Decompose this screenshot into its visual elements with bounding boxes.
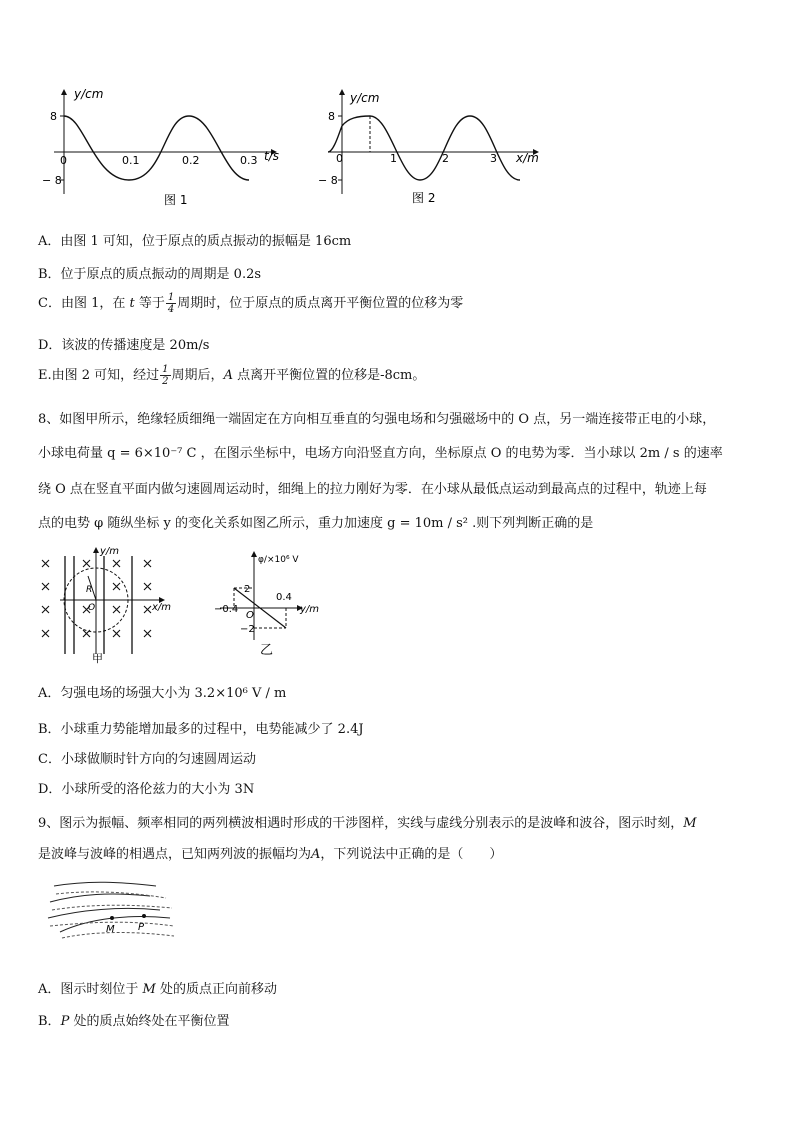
- yi-origin: O: [246, 610, 254, 621]
- fig2-xtick-0: 0: [336, 152, 343, 165]
- point-p: [142, 914, 146, 918]
- q7-c-post: 周期时，位于原点的质点离开平衡位置的位移为零: [177, 296, 464, 311]
- fig1-caption: 图 1: [164, 193, 188, 207]
- q7-e-a: A: [223, 368, 233, 383]
- q7-e-post: 点离开平衡位置的位移是-8cm。: [232, 368, 426, 383]
- q7-option-c: [38, 292, 463, 315]
- q8-stem-line-1: 8、如图甲所示，绝缘轻质细绳一端固定在方向相互垂直的匀强电场和匀强磁场中的 O 点，另一端连接带正电的小球，: [38, 412, 716, 427]
- q7-e-den: 2: [162, 376, 169, 387]
- fig2-wave: [328, 116, 520, 180]
- q7-option-a: A．由图 1 可知，位于原点的质点振动的振幅是 16cm: [38, 234, 352, 249]
- q7-c-fraction: [166, 292, 176, 315]
- fig1-ytick-neg8: − 8: [42, 174, 62, 187]
- q9-a-pre: A．图示时刻位于: [38, 982, 143, 997]
- q9-line2-pre: 是波峰与波峰的相遇点，已知两列波的振幅均为: [38, 847, 312, 862]
- jia-origin: O: [88, 603, 96, 613]
- electric-field-lines: [65, 556, 132, 654]
- q9-a-post: 处的质点正向前移动: [155, 982, 277, 997]
- q8-stem-line-4: 点的电势 φ 随纵坐标 y 的变化关系如图乙所示，重力加速度 g = 10m / s² .则下列判断正确的是: [38, 516, 594, 531]
- figure-interference: [40, 874, 180, 944]
- q7-e-mid: 周期后，: [171, 368, 224, 383]
- q9-line2-post: ，下列说法中正确的是（ ）: [320, 847, 503, 862]
- q8-option-c: C．小球做顺时针方向的匀速圆周运动: [38, 752, 256, 767]
- yi-tick-neg04: −0.4: [214, 604, 239, 615]
- q7-e-fraction: [160, 364, 170, 387]
- yi-tick-neg2: −2: [240, 624, 255, 635]
- q8-stem-line-3: 绕 O 点在竖直平面内做匀速圆周运动时，细绳上的拉力刚好为零．在小球从最低点运动到最高点的过程中，轨迹上每: [38, 482, 707, 497]
- yi-phi-label: φ/×10⁶ V: [258, 555, 299, 565]
- jia-caption: 甲: [92, 652, 103, 665]
- q7-e-num: 1: [162, 364, 169, 375]
- q9-option-b: [38, 1010, 229, 1029]
- q7-c-den: 4: [167, 304, 175, 315]
- yi-tick-2: 2: [244, 584, 251, 595]
- q8-option-a: A．匀强电场的场强大小为 3.2×10⁶ V / m: [38, 686, 287, 701]
- q9-line1-m: M: [683, 816, 697, 831]
- figure-2-graph: [318, 86, 548, 211]
- yi-ylabel: y/m: [300, 604, 320, 615]
- fig1-xtick-0: 0: [60, 154, 67, 167]
- jia-xlabel: x/m: [152, 602, 172, 613]
- q9-line2-a: A: [311, 847, 321, 862]
- q9-stem-line-1: [38, 812, 697, 831]
- fig1-xtick-1: 0.1: [122, 154, 140, 167]
- q9-fig-m: M: [106, 924, 115, 935]
- fig2-caption: 图 2: [412, 191, 436, 205]
- q8-option-b: B．小球重力势能增加最多的过程中，电势能减少了 2.4J: [38, 722, 364, 737]
- fig2-xtick-1: 1: [390, 152, 397, 165]
- q7-e-pre: E.由图 2 可知，经过: [38, 368, 160, 383]
- q7-c-t: t: [129, 296, 135, 311]
- q7-c-pre: C．由图 1，在: [38, 296, 130, 311]
- jia-r-label: R: [86, 585, 93, 595]
- jia-ylabel: y/m: [100, 546, 120, 557]
- fig2-xlabel: x/m: [516, 151, 539, 165]
- fig1-ylabel: y/cm: [74, 87, 104, 101]
- fig1-ytick-8: 8: [50, 110, 57, 123]
- fig1-wave: [64, 116, 249, 180]
- q9-line1-text: 9、图示为振幅、频率相同的两列横波相遇时形成的干涉图样，实线与虚线分别表示的是波峰和波谷，图示时刻，: [38, 816, 684, 831]
- yi-tick-04: 0.4: [276, 592, 292, 603]
- q7-c-num: 1: [167, 292, 175, 303]
- q9-fig-p: P: [138, 922, 145, 933]
- fig2-ytick-neg8: − 8: [318, 174, 338, 187]
- q9-b-p: P: [60, 1014, 70, 1029]
- fig2-xtick-2: 2: [442, 152, 449, 165]
- figure-1-graph: [36, 84, 296, 209]
- q9-option-a: [38, 978, 277, 997]
- fig2-ylabel: y/cm: [350, 91, 380, 105]
- fig2-ytick-8: 8: [328, 110, 335, 123]
- q7-option-d: D．该波的传播速度是 20m/s: [38, 338, 210, 353]
- q8-stem-line-2: 小球电荷量 q = 6×10⁻⁷ C ，在图示坐标中，电场方向沿竖直方向，坐标原点 O 的电势为零．当小球以 2m / s 的速率: [38, 446, 723, 461]
- fig1-xlabel: t/s: [264, 149, 279, 163]
- fig2-xtick-3: 3: [490, 152, 497, 165]
- fig1-xtick-3: 0.3: [240, 154, 258, 167]
- figure-yi: [212, 548, 342, 658]
- q9-a-m: M: [142, 982, 156, 997]
- q9-b-post: 处的质点始终处在平衡位置: [69, 1014, 230, 1029]
- yi-caption: 乙: [260, 643, 274, 658]
- q7-c-mid: 等于: [134, 296, 165, 311]
- q7-option-b: B．位于原点的质点振动的周期是 0.2s: [38, 267, 262, 282]
- point-m: [110, 916, 114, 920]
- q9-stem-line-2: [38, 843, 502, 862]
- q9-b-pre: B．: [38, 1014, 61, 1029]
- q7-option-e: [38, 364, 425, 387]
- fig1-xtick-2: 0.2: [182, 154, 200, 167]
- q8-option-d: D．小球所受的洛伦兹力的大小为 3N: [38, 782, 255, 797]
- figure-jia: [36, 544, 186, 666]
